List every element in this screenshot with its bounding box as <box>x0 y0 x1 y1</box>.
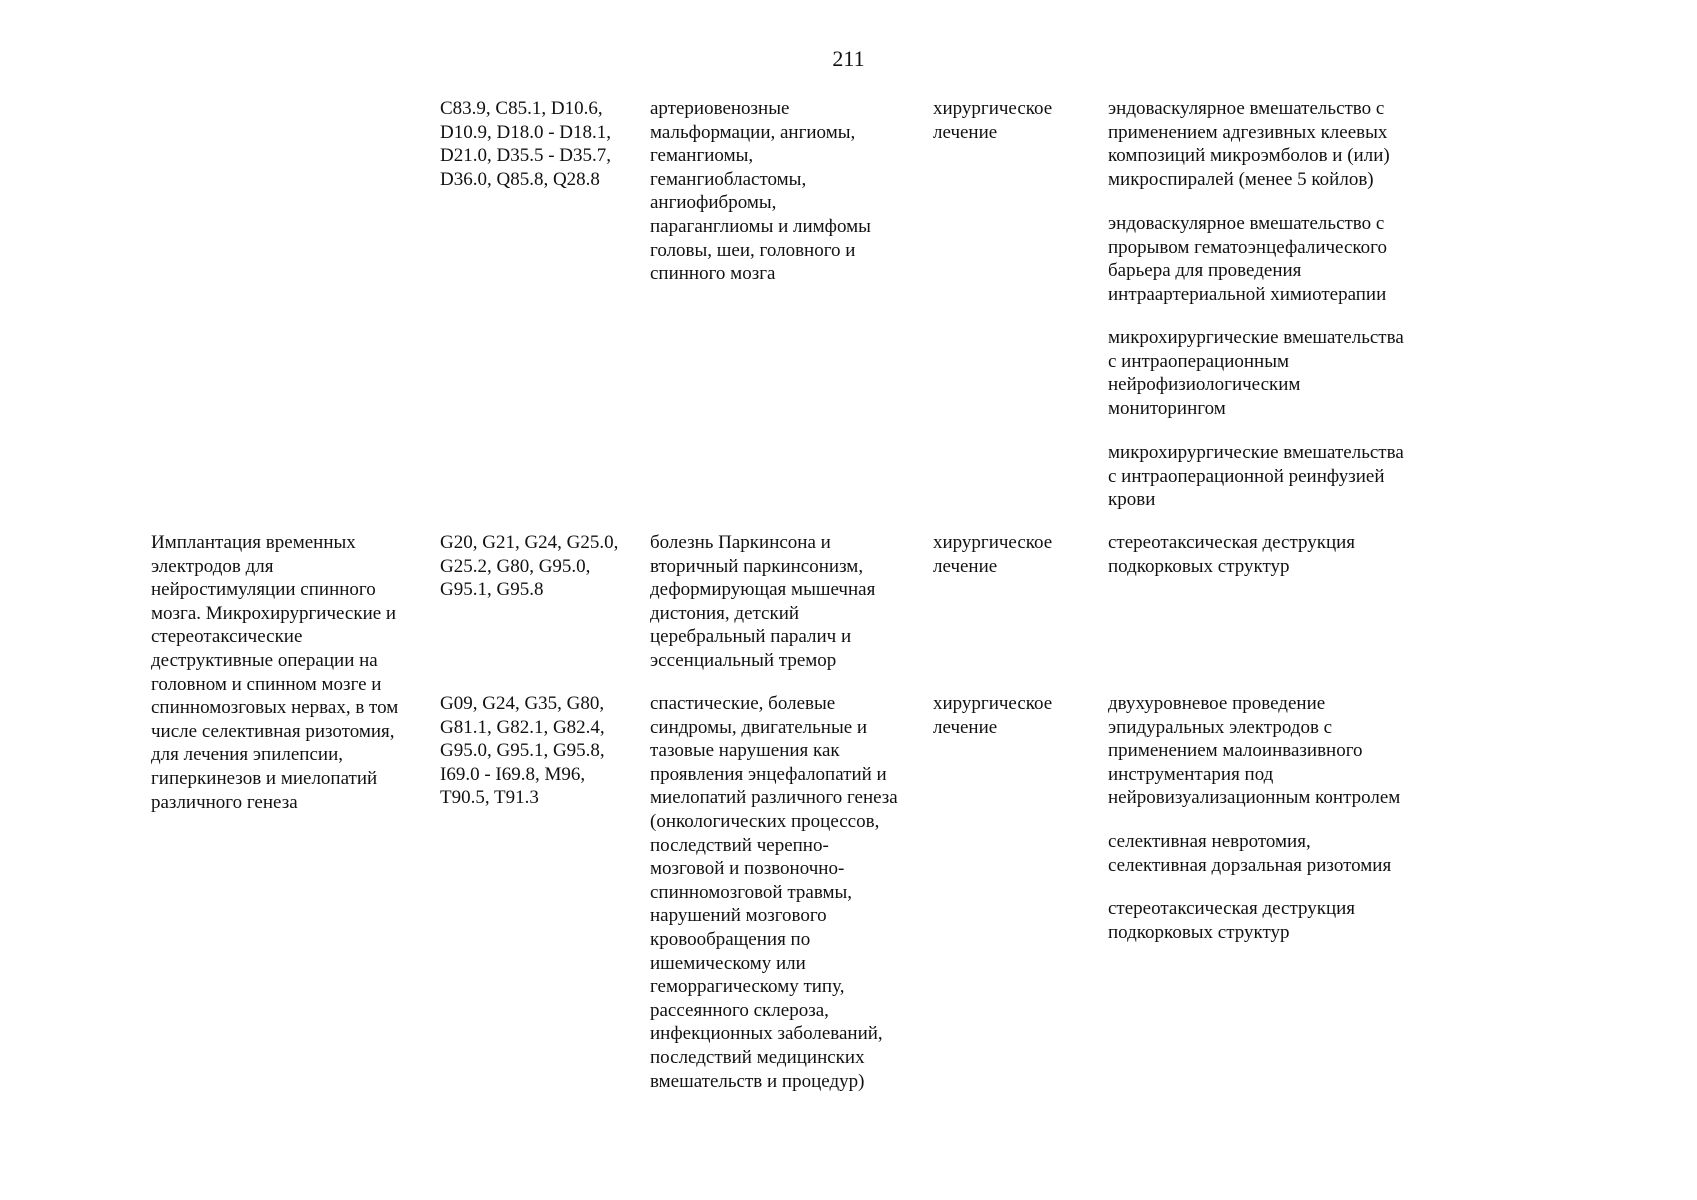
page-number: 211 <box>832 46 865 71</box>
row-0-method-1: эндоваскулярное вмешательство с применением адгезивных клеевых композиций микроэмболов и (или) микроспиралей (менее 5 койлов) <box>1108 98 1390 190</box>
row-1-care-type-name: Имплантация временных электродов для нейростимуляции спинного мозга. Микрохирургические и стереотаксические деструктивные операции на головном и спинном мозге и спинномозговых нервах, в том числе селективная ризотомия, для лечения эпилепсии, гиперкинезов и миелопатий различного генеза <box>151 532 399 813</box>
row-2-disease: спастические, болевые синдромы, двигательные и тазовые нарушения как проявления энцефалопатий и миелопатий различного генеза (онкологических процессов, последствий черепно- мозговой и позвоночно- спинномозговой травмы, нарушений мозгового кровообращения по ишемическому или геморрагическому типу, рассеянного склероза, инфекционных заболеваний, последствий медицинских вмешательств и процедур) <box>650 693 898 1092</box>
row-0-treatment-type: хирургическое лечение <box>933 98 1053 143</box>
row-2-method-3: стереотаксическая деструкция подкорковых структур <box>1108 898 1356 943</box>
row-0-icd-codes: C83.9, C85.1, D10.6, D10.9, D18.0 - D18.1, D21.0, D35.5 - D35.7, D36.0, Q85.8, Q28.8 <box>440 98 611 190</box>
row-0-method-2: эндоваскулярное вмешательство с прорывом гематоэнцефалического барьера для проведения интраартериальной химиотерапии <box>1108 213 1387 305</box>
row-1-disease: болезнь Паркинсона и вторичный паркинсонизм, деформирующая мышечная дистония, детский церебральный паралич и эссенциальный тремор <box>650 532 876 671</box>
row-1-treatment-type: хирургическое лечение <box>933 532 1053 577</box>
row-2-method-1: двухуровневое проведение эпидуральных электродов с применением малоинвазивного инструментария под нейровизуализационным контролем <box>1108 693 1401 809</box>
row-0-method-4: микрохирургические вмешательства с интраоперационной реинфузией крови <box>1108 442 1404 511</box>
row-1-icd-codes: G20, G21, G24, G25.0, G25.2, G80, G95.0, G95.1, G95.8 <box>440 532 619 601</box>
row-2-treatment-type: хирургическое лечение <box>933 693 1053 738</box>
row-2-icd-codes: G09, G24, G35, G80, G81.1, G82.1, G82.4, G95.0, G95.1, G95.8, I69.0 - I69.8, M96, T90.5, T91.3 <box>440 693 605 809</box>
row-0-method-3: микрохирургические вмешательства с интраоперационным нейрофизиологическим мониторингом <box>1108 327 1404 419</box>
row-0-disease: артериовенозные мальформации, ангиомы, гемангиомы, гемангиобластомы, ангиофибромы, параганглиомы и лимфомы головы, шеи, головного и спинного мозга <box>650 98 871 285</box>
row-2-method-2: селективная невротомия, селективная дорзальная ризотомия <box>1108 831 1392 876</box>
row-1-method-1: стереотаксическая деструкция подкорковых структур <box>1108 532 1356 577</box>
